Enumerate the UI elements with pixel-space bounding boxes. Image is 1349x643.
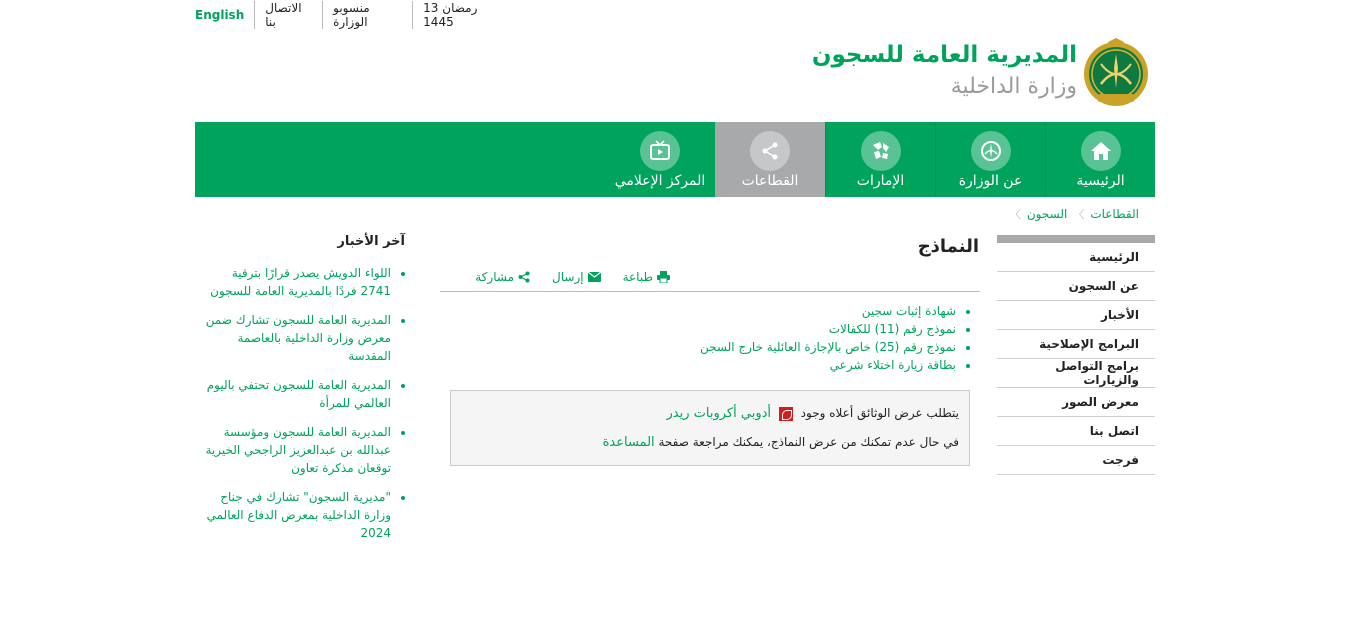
nav-item-label: الرئيسية bbox=[1076, 173, 1125, 189]
list-item bbox=[440, 356, 956, 374]
news-link[interactable]: اللواء الدويش يصدر قرارًا بترقية 2741 فردًا بالمديرية العامة للسجون bbox=[210, 266, 391, 298]
latest-news bbox=[203, 234, 405, 553]
send-button[interactable] bbox=[552, 270, 601, 284]
emblem-logo-icon bbox=[1081, 38, 1151, 108]
note-line-2 bbox=[461, 428, 959, 457]
form-link[interactable]: بطاقة زيارة اختلاء شرعي bbox=[829, 358, 956, 372]
contact-link[interactable]: الاتصال بنا bbox=[254, 1, 322, 29]
site-logo[interactable] bbox=[811, 36, 1155, 112]
help-link[interactable]: المساعدة bbox=[602, 435, 655, 450]
news-link[interactable]: المديرية العامة للسجون تحتفي باليوم العالمي للمرأة bbox=[206, 378, 391, 410]
logo-title: المديرية العامة للسجون bbox=[811, 42, 1077, 68]
breadcrumb bbox=[1010, 206, 1139, 222]
nav-item-regions[interactable] bbox=[825, 122, 935, 197]
adobe-reader-link[interactable]: أدوبي أكروبات ريدر bbox=[666, 406, 771, 421]
chevron-left-icon: 〉 bbox=[1073, 208, 1085, 221]
chevron-left-icon: 〉 bbox=[1009, 208, 1021, 221]
breadcrumb-item-prisons[interactable]: السجون bbox=[1026, 207, 1068, 221]
nav-item-media-center[interactable] bbox=[605, 122, 715, 197]
news-link[interactable]: المديرية العامة للسجون ومؤسسة عبدالله بن عبدالعزيز الراجحي الخيرية توقعان مذكرة تعاون bbox=[205, 425, 391, 475]
print-label: طباعة bbox=[622, 269, 653, 284]
list-item bbox=[203, 488, 391, 542]
nav-item-sectors[interactable] bbox=[715, 122, 825, 197]
regions-icon bbox=[861, 131, 901, 171]
emblem-icon bbox=[971, 131, 1011, 171]
side-menu-item-gallery[interactable]: معرض الصور bbox=[997, 388, 1155, 417]
pdf-icon bbox=[779, 407, 793, 421]
list-item bbox=[203, 264, 391, 300]
print-button[interactable] bbox=[623, 270, 670, 284]
nav-item-about[interactable] bbox=[935, 122, 1045, 197]
nav-item-label: عن الوزارة bbox=[958, 173, 1023, 189]
side-menu-item-about[interactable]: عن السجون bbox=[997, 272, 1155, 301]
share-button[interactable] bbox=[475, 270, 530, 284]
main-content bbox=[440, 232, 980, 466]
home-icon bbox=[1081, 131, 1121, 171]
share-icon bbox=[518, 271, 530, 283]
list-item bbox=[440, 338, 956, 356]
news-title: آخر الأخبار bbox=[337, 234, 405, 249]
news-list bbox=[203, 264, 405, 542]
breadcrumb-item-sectors[interactable]: القطاعات bbox=[1090, 207, 1139, 221]
top-bar bbox=[195, 1, 515, 29]
note-text: في حال عدم تمكنك من عرض النماذج، يمكنك مراجعة صفحة bbox=[658, 435, 959, 449]
language-switch-link[interactable]: English bbox=[195, 8, 245, 22]
side-menu-item-visits[interactable]: برامج التواصل والزيارات bbox=[997, 359, 1155, 388]
note-text: يتطلب عرض الوثائق أعلاه وجود bbox=[800, 406, 959, 420]
nav-item-label: القطاعات bbox=[741, 173, 799, 189]
side-menu-item-programs[interactable]: البرامج الإصلاحية bbox=[997, 330, 1155, 359]
page-title: النماذج bbox=[917, 236, 979, 257]
list-item bbox=[203, 423, 391, 477]
hijri-date: 13 رمضان 1445 bbox=[412, 1, 515, 29]
side-menu-item-news[interactable]: الأخبار bbox=[997, 301, 1155, 330]
page-actions bbox=[440, 262, 980, 292]
nav-item-home[interactable] bbox=[1045, 122, 1155, 197]
news-link[interactable]: المديرية العامة للسجون تشارك ضمن معرض وزارة الداخلية بالعاصمة المقدسة bbox=[205, 313, 391, 363]
list-item bbox=[440, 320, 956, 338]
info-note bbox=[450, 390, 970, 466]
note-line-1 bbox=[461, 399, 959, 428]
nav-item-label: الإمارات bbox=[856, 173, 905, 189]
side-menu-item-home[interactable]: الرئيسية bbox=[997, 243, 1155, 272]
form-link[interactable]: نموذج رقم (11) للكفالات bbox=[828, 322, 956, 336]
share-label: مشاركة bbox=[475, 269, 515, 284]
page bbox=[195, 0, 1155, 643]
side-menu bbox=[997, 235, 1155, 475]
main-nav bbox=[195, 122, 1155, 197]
send-label: إرسال bbox=[552, 269, 584, 284]
side-menu-item-farajat[interactable]: فرجت bbox=[997, 446, 1155, 475]
logo-subtitle: وزارة الداخلية bbox=[950, 74, 1077, 99]
side-menu-item-contact[interactable]: اتصل بنا bbox=[997, 417, 1155, 446]
nav-item-label: المركز الإعلامي bbox=[614, 173, 706, 189]
list-item bbox=[203, 376, 391, 412]
list-item bbox=[203, 311, 391, 365]
news-link[interactable]: "مديرية السجون" تشارك في جناح وزارة الداخلية بمعرض الدفاع العالمي 2024 bbox=[206, 490, 391, 540]
forms-list bbox=[440, 302, 980, 374]
form-link[interactable]: نموذج رقم (25) خاص بالإجازة العائلية خارج السجن bbox=[699, 340, 956, 354]
print-icon bbox=[657, 271, 670, 283]
form-link[interactable]: شهادة إثبات سجين bbox=[861, 304, 956, 318]
envelope-icon bbox=[588, 272, 601, 282]
staff-link[interactable]: منسوبو الوزارة bbox=[322, 1, 412, 29]
media-center-icon bbox=[640, 131, 680, 171]
sectors-icon bbox=[750, 131, 790, 171]
list-item bbox=[440, 302, 956, 320]
